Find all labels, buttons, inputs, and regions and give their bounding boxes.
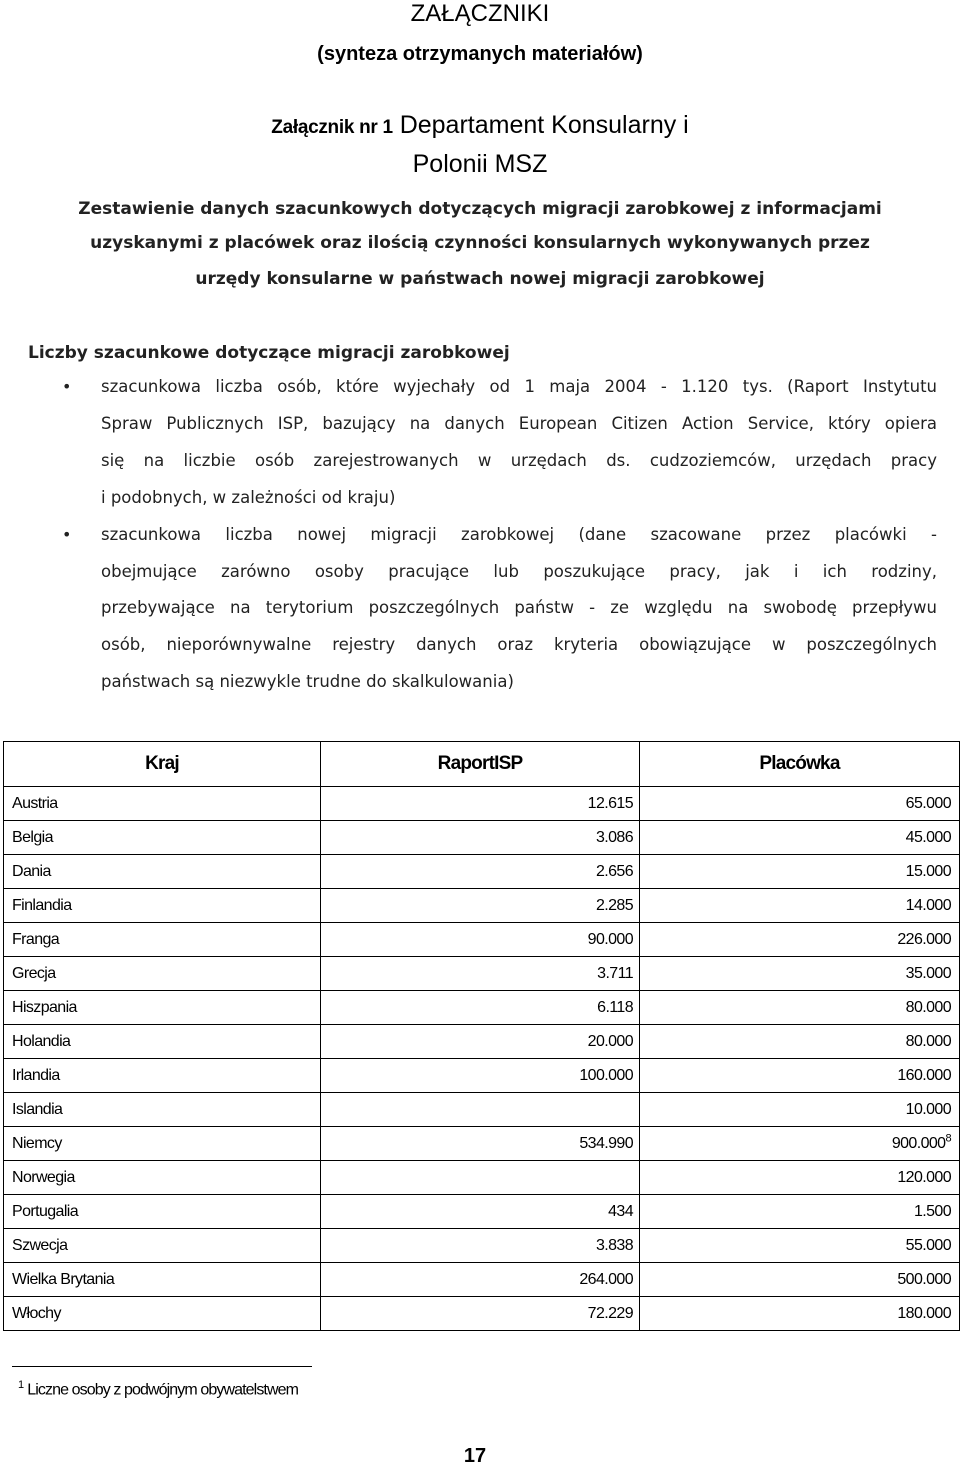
- table-row: [4, 1025, 960, 1059]
- cell-placowka-value: 900.000: [891, 1134, 946, 1152]
- table-row: [4, 1093, 960, 1127]
- cell-placowka-value: 500.000: [897, 1270, 951, 1288]
- cell-placowka: [640, 1297, 960, 1331]
- footnote-reference: 8: [945, 1132, 951, 1145]
- table-row: [4, 991, 960, 1025]
- cell-raportisp: 434: [321, 1195, 640, 1229]
- cell-placowka-value: 80.000: [905, 1032, 951, 1050]
- attachment-heading: [0, 111, 960, 140]
- header-kraj: Kraj: [4, 742, 321, 787]
- bullet-1-line-3: się na liczbie osób zarejestrowanych w urzędach ds. cudzoziemców, urzędach pracy: [101, 451, 937, 470]
- cell-placowka: [640, 1161, 960, 1195]
- cell-country: Grecja: [4, 957, 321, 991]
- page-number: 17: [463, 1445, 487, 1467]
- bullet-2-line-5: państwach są niezwykle trudne do skalkulowania): [101, 672, 514, 691]
- cell-raportisp: 90.000: [321, 923, 640, 957]
- cell-placowka-value: 226.000: [897, 930, 951, 948]
- footnote-text: Liczne osoby z podwójnym obywatelstwem: [27, 1381, 299, 1399]
- cell-placowka: [640, 923, 960, 957]
- table-row: [4, 855, 960, 889]
- cell-placowka-value: 180.000: [897, 1304, 951, 1322]
- intro-line-2: uzyskanymi z placówek oraz ilością czynności konsularnych wykonywanych przez: [90, 233, 870, 253]
- cell-placowka-value: 160.000: [897, 1066, 951, 1084]
- attachment-label: Załącznik nr 1: [271, 117, 393, 138]
- intro-line-1: Zestawienie danych szacunkowych dotyczących migracji zarobkowej z informacjami: [78, 199, 882, 219]
- bullet-2-line-2: obejmujące zarówno osoby pracujące lub poszukujące pracy, jak i ich rodziny,: [101, 562, 937, 581]
- cell-placowka: [640, 1093, 960, 1127]
- table-row: [4, 1263, 960, 1297]
- cell-raportisp: 100.000: [321, 1059, 640, 1093]
- cell-placowka-value: 1.500: [913, 1202, 951, 1220]
- bullet-2-line-4: osób, nieporównywalne rejestry danych oraz kryteria obowiązujące w poszczególnych: [101, 635, 937, 654]
- cell-placowka: [640, 957, 960, 991]
- cell-country: Portugalia: [4, 1195, 321, 1229]
- cell-raportisp: 2.285: [321, 889, 640, 923]
- section-heading: Liczby szacunkowe dotyczące migracji zarobkowej: [28, 343, 510, 363]
- cell-raportisp: 72.229: [321, 1297, 640, 1331]
- cell-raportisp: [321, 1161, 640, 1195]
- attachment-source-part1: Departament Konsularny i: [399, 111, 689, 139]
- table-row: [4, 1059, 960, 1093]
- cell-placowka: [640, 991, 960, 1025]
- cell-raportisp: 3.838: [321, 1229, 640, 1263]
- cell-country: Szwecja: [4, 1229, 321, 1263]
- cell-raportisp: 3.086: [321, 821, 640, 855]
- table-row: [4, 923, 960, 957]
- cell-country: Dania: [4, 855, 321, 889]
- cell-raportisp: 264.000: [321, 1263, 640, 1297]
- cell-raportisp: 2.656: [321, 855, 640, 889]
- table-row: [4, 1161, 960, 1195]
- cell-placowka-value: 15.000: [905, 862, 951, 880]
- cell-placowka: [640, 1263, 960, 1297]
- cell-placowka: [640, 821, 960, 855]
- bullet-1-line-2: Spraw Publicznych ISP, bazujący na danych European Citizen Action Service, który opiera: [101, 414, 937, 433]
- intro-line-3: urzędy konsularne w państwach nowej migracji zarobkowej: [195, 269, 765, 289]
- cell-country: Włochy: [4, 1297, 321, 1331]
- cell-country: Austria: [4, 787, 321, 821]
- cell-country: Norwegia: [4, 1161, 321, 1195]
- table-row: [4, 889, 960, 923]
- cell-placowka: [640, 889, 960, 923]
- cell-placowka-value: 10.000: [905, 1100, 951, 1118]
- table-row: [4, 1127, 960, 1161]
- footnote-rule: [12, 1366, 312, 1367]
- cell-raportisp: 20.000: [321, 1025, 640, 1059]
- attachment-source-part2: Polonii MSZ: [412, 150, 548, 178]
- cell-placowka: [640, 1025, 960, 1059]
- cell-raportisp: 6.118: [321, 991, 640, 1025]
- cell-country: Hiszpania: [4, 991, 321, 1025]
- cell-placowka: [640, 1229, 960, 1263]
- footnote: [18, 1379, 298, 1399]
- cell-country: Belgia: [4, 821, 321, 855]
- cell-country: Niemcy: [4, 1127, 321, 1161]
- cell-placowka: [640, 787, 960, 821]
- cell-country: Finlandia: [4, 889, 321, 923]
- cell-placowka-value: 55.000: [905, 1236, 951, 1254]
- cell-placowka: [640, 1059, 960, 1093]
- bullet-1-line-1: szacunkowa liczba osób, które wyjechały od 1 maja 2004 - 1.120 tys. (Raport Instytutu: [101, 377, 937, 396]
- cell-placowka-value: 45.000: [905, 828, 951, 846]
- footnote-number: 1: [18, 1379, 24, 1391]
- table-row: [4, 787, 960, 821]
- document-subtitle: (synteza otrzymanych materiałów): [317, 43, 643, 65]
- cell-country: Holandia: [4, 1025, 321, 1059]
- bullet-1-line-4: i podobnych, w zależności od kraju): [101, 488, 396, 507]
- header-raportisp: RaportISP: [321, 742, 640, 787]
- bullet-2-line-3: przebywające na terytorium poszczególnych państw - ze względu na swobodę przepływu: [101, 598, 937, 617]
- cell-placowka-value: 80.000: [905, 998, 951, 1016]
- table-body: [4, 787, 960, 1331]
- bullet-2-line-1: szacunkowa liczba nowej migracji zarobkowej (dane szacowane przez placówki -: [101, 525, 937, 544]
- cell-country: Islandia: [4, 1093, 321, 1127]
- bullet-1-marker: •: [62, 377, 72, 396]
- cell-raportisp: [321, 1093, 640, 1127]
- table-row: [4, 1297, 960, 1331]
- document-title: ZAŁĄCZNIKI: [410, 0, 550, 27]
- cell-country: Franga: [4, 923, 321, 957]
- table-row: [4, 821, 960, 855]
- cell-raportisp: 3.711: [321, 957, 640, 991]
- cell-country: Wielka Brytania: [4, 1263, 321, 1297]
- cell-placowka: [640, 1195, 960, 1229]
- cell-placowka-value: 65.000: [905, 794, 951, 812]
- table-row: [4, 957, 960, 991]
- cell-placowka-value: 35.000: [905, 964, 951, 982]
- cell-placowka-value: 14.000: [905, 896, 951, 914]
- cell-placowka-value: 120.000: [897, 1168, 951, 1186]
- cell-country: Irlandia: [4, 1059, 321, 1093]
- table-row: [4, 1195, 960, 1229]
- bullet-2-marker: •: [62, 525, 72, 544]
- cell-placowka: [640, 1127, 960, 1161]
- header-placowka: Placówka: [640, 742, 960, 787]
- cell-raportisp: 534.990: [321, 1127, 640, 1161]
- table-header-row: [4, 742, 960, 787]
- table-row: [4, 1229, 960, 1263]
- migration-table: [3, 741, 960, 1331]
- cell-placowka: [640, 855, 960, 889]
- cell-raportisp: 12.615: [321, 787, 640, 821]
